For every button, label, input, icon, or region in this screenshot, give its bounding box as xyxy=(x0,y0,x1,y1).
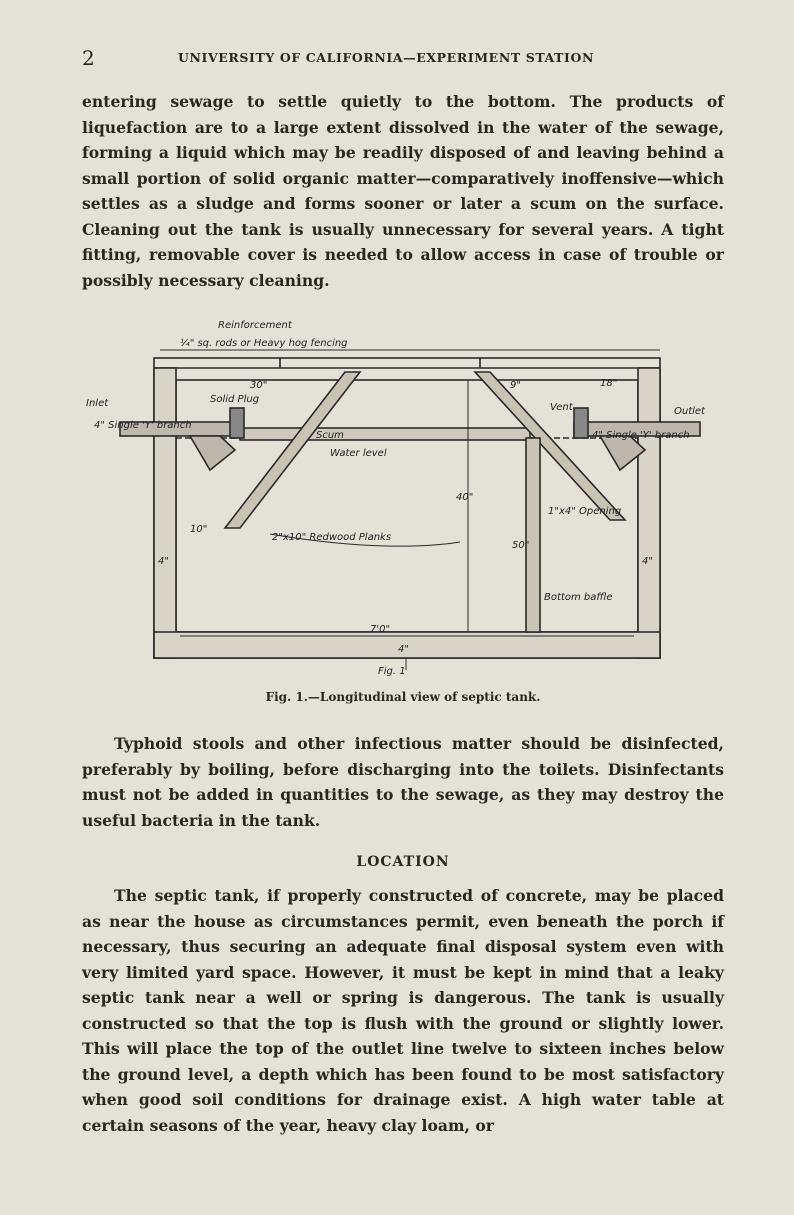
label-dim-4-right: 4" xyxy=(642,556,653,567)
label-outlet-branch: 4" Single 'Y' branch xyxy=(592,430,690,441)
label-reinforcement: Reinforcement xyxy=(218,320,292,331)
paragraph-location: The septic tank, if properly constructed of concrete, may be placed as near the house as circumstances permit, even beneath the porch if necessary, thus securing an adequate final disposal system even with very limited yard space. However, it must be kept in mind that a leaky septic tank near a well or spring is dangerous. The tank is usually constructed so that the top is flush with the ground or slightly lower. This will place the top of the outlet line twelve to sixteen inches below the ground level, a depth which has been found to be most satisfactory when good soil conditions for drainage exist. A high water table at certain seasons of the year, heavy clay loam, or xyxy=(82,886,724,1135)
running-head: UNIVERSITY OF CALIFORNIA—EXPERIMENT STATION xyxy=(178,50,595,65)
label-bottom-baffle: Bottom baffle xyxy=(544,592,613,603)
paragraph-intro: entering sewage to settle quietly to the bottom. The products of liquefaction are to a large extent dissolved in the water of the sewage, forming a liquid which may be readily disposed of and leaving behind a small portion of solid organic matter—comparatively inoffensive—which settles as a sludge and forms sooner or later a scum on the surface. Cleaning out the tank is usually unnecessary for several years. A tight fitting, removable cover is needed to allow access in case of trouble or possibly necessary cleaning. xyxy=(82,92,724,290)
label-scum: Scum xyxy=(316,430,344,441)
label-planks: 2"x10" Redwood Planks xyxy=(272,532,392,543)
septic-tank-figure xyxy=(80,310,720,685)
label-inlet: Inlet xyxy=(86,398,109,409)
label-water-level: Water level xyxy=(330,448,387,459)
label-opening: 1"x4" Opening xyxy=(548,506,622,517)
page-number: 2 xyxy=(82,46,95,70)
section-heading-location: LOCATION xyxy=(356,854,450,870)
label-inlet-branch: 4" Single 'Y' branch xyxy=(94,420,192,431)
label-fig: Fig. 1 xyxy=(378,666,406,677)
label-dim-9: 9" xyxy=(510,380,521,391)
label-dim-10: 10" xyxy=(190,524,208,535)
label-dim-50: 50" xyxy=(512,540,530,551)
label-solid-plug: Solid Plug xyxy=(210,394,260,405)
label-dim-40: 40" xyxy=(456,492,474,503)
label-outlet: Outlet xyxy=(674,406,705,417)
label-dim-30: 30" xyxy=(250,380,268,391)
figure-caption: Fig. 1.—Longitudinal view of septic tank. xyxy=(265,690,541,704)
label-dim-7ft: 7'0" xyxy=(370,624,391,635)
septic-tank-drawing xyxy=(80,310,720,685)
paragraph-typhoid: Typhoid stools and other infectious matter should be disinfected, preferably by boiling, before discharging into the toilets. Disinfectants must not be added in quantities to the sewage, as they may destroy the useful bacteria in the tank. xyxy=(82,734,724,830)
page-header xyxy=(82,46,722,68)
label-dim-18: 18" xyxy=(600,378,618,389)
label-dim-4-left: 4" xyxy=(158,556,169,567)
label-vent: Vent xyxy=(550,402,573,413)
label-dim-4-bottom: 4" xyxy=(398,644,409,655)
label-rods: ¼" sq. rods or Heavy hog fencing xyxy=(180,338,348,349)
